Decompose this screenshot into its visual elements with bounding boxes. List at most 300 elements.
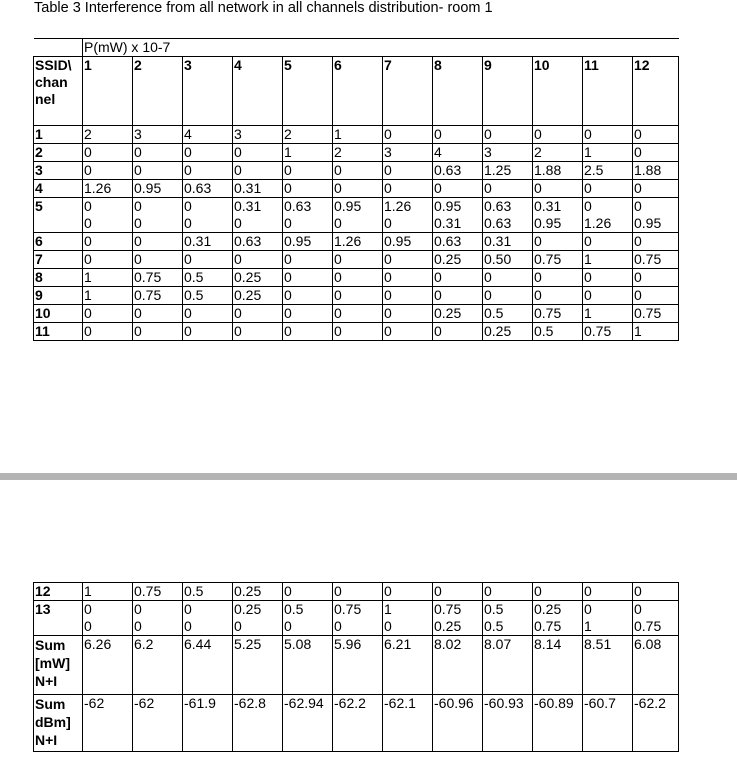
cell-value: 0.75 — [134, 269, 162, 285]
cell-value: -62.2 — [634, 695, 666, 711]
column-header-cell: 11 — [583, 57, 633, 126]
cell-value: 3 — [134, 126, 142, 142]
table-cell — [583, 695, 633, 752]
table-cell — [333, 269, 383, 287]
table-cell — [383, 305, 433, 323]
cell-value: 0 — [534, 269, 542, 285]
cell-value: 0 — [334, 583, 342, 599]
table-cell — [633, 287, 679, 305]
table-cell — [133, 601, 183, 636]
table-cell — [533, 287, 583, 305]
cell-value: 0 — [284, 269, 292, 285]
row-label: 13 — [34, 601, 83, 636]
power-unit-label: P(mW) x 10-7 — [83, 39, 679, 57]
table-cell — [583, 198, 633, 233]
table-cell — [433, 162, 483, 180]
row-label: 12 — [34, 583, 83, 601]
table-cell — [333, 695, 383, 752]
cell-value: 0.25 — [234, 269, 262, 285]
cell-value: 0 — [384, 583, 392, 599]
cell-value: 0 — [384, 287, 392, 303]
table-cell — [433, 251, 483, 269]
table-cell — [483, 601, 533, 636]
cell-value: 0.75 — [534, 305, 562, 321]
table-cell — [333, 323, 383, 341]
cell-value: 2 — [334, 144, 342, 160]
table-cell — [433, 636, 483, 695]
cell-value: 0.25 — [434, 305, 462, 321]
table-cell — [483, 636, 533, 695]
table-cell — [133, 287, 183, 305]
table-cell — [483, 583, 533, 601]
cell-value: 3 — [384, 144, 392, 160]
cell-value: 0.75 — [584, 323, 612, 339]
table-cell — [133, 269, 183, 287]
cell-value: 0.31 — [434, 215, 462, 231]
cell-value: 0 — [434, 126, 442, 142]
cell-value: 0 — [134, 198, 142, 214]
table-cell — [83, 305, 133, 323]
table-row — [34, 269, 679, 287]
table-cell — [383, 269, 433, 287]
table-cell — [533, 583, 583, 601]
table-cell — [633, 323, 679, 341]
cell-value: 0.75 — [134, 287, 162, 303]
table-cell — [633, 269, 679, 287]
cell-value: 0 — [84, 233, 92, 249]
table-cell — [383, 601, 433, 636]
cell-value: 0 — [484, 269, 492, 285]
table-cell — [183, 695, 233, 752]
table-cell — [583, 180, 633, 198]
column-header-cell: 12 — [633, 57, 679, 126]
table-cell — [233, 305, 283, 323]
table-cell — [283, 180, 333, 198]
table-cell — [83, 126, 133, 144]
table-cell — [133, 323, 183, 341]
cell-value: 0 — [484, 583, 492, 599]
cell-value: 1.25 — [484, 162, 512, 178]
table-cell — [633, 695, 679, 752]
cell-value: 0 — [184, 618, 192, 634]
table-cell — [533, 233, 583, 251]
table-cell — [183, 323, 233, 341]
cell-value: 0.95 — [284, 233, 312, 249]
cell-value: 0 — [384, 180, 392, 196]
cell-value: 2.5 — [584, 162, 604, 178]
table-cell — [333, 162, 383, 180]
cell-value: 1 — [584, 144, 592, 160]
cell-value: 6.08 — [634, 636, 662, 652]
table-cell — [283, 233, 333, 251]
cell-value: 0.75 — [534, 618, 562, 634]
table-cell — [633, 180, 679, 198]
table-row — [34, 144, 679, 162]
table-row — [34, 695, 679, 752]
cell-value: -62.1 — [384, 695, 416, 711]
table-cell — [633, 198, 679, 233]
table-cell — [483, 126, 533, 144]
cell-value: 0 — [434, 583, 442, 599]
table-cell — [333, 144, 383, 162]
table-cell — [283, 636, 333, 695]
cell-value: 0 — [84, 198, 92, 214]
table-cell — [433, 287, 483, 305]
cell-value: 0 — [584, 198, 592, 214]
table-cell — [383, 198, 433, 233]
column-header-cell: 1 — [83, 57, 133, 126]
cell-value: 0 — [434, 269, 442, 285]
table-cell — [183, 583, 233, 601]
cell-value: 0 — [234, 323, 242, 339]
table-cell — [83, 695, 133, 752]
table-cell — [183, 144, 233, 162]
cell-value: 0 — [534, 287, 542, 303]
table-cell — [183, 233, 233, 251]
table-row — [34, 601, 679, 636]
column-header-cell: 4 — [233, 57, 283, 126]
cell-value: 3 — [234, 126, 242, 142]
table-cell — [83, 323, 133, 341]
cell-value: 0 — [234, 215, 242, 231]
table-cell — [433, 233, 483, 251]
cell-value: 0.25 — [534, 601, 562, 617]
table-cell — [183, 601, 233, 636]
cell-value: 0 — [384, 126, 392, 142]
cell-value: 0 — [634, 233, 642, 249]
table-cell — [483, 287, 533, 305]
cell-value: 0.63 — [434, 233, 462, 249]
table-cell — [333, 601, 383, 636]
cell-value: 0 — [234, 618, 242, 634]
cell-value: 0 — [434, 287, 442, 303]
table-cell — [383, 251, 433, 269]
row-label: 8 — [34, 269, 83, 287]
cell-value: 0.63 — [234, 233, 262, 249]
table-cell — [433, 601, 483, 636]
cell-value: 0 — [334, 618, 342, 634]
table-cell — [133, 636, 183, 695]
cell-value: 0.25 — [484, 323, 512, 339]
cell-value: 0 — [634, 601, 642, 617]
table-cell — [133, 583, 183, 601]
power-unit-row — [34, 39, 679, 57]
cell-value: 0 — [184, 323, 192, 339]
cell-value: 0 — [284, 618, 292, 634]
table-cell — [583, 601, 633, 636]
table-cell — [183, 198, 233, 233]
cell-value: 0.25 — [434, 251, 462, 267]
cell-value: 0.25 — [234, 583, 262, 599]
empty-cell — [34, 39, 83, 57]
cell-value: 0 — [184, 198, 192, 214]
cell-value: 0.25 — [434, 618, 462, 634]
cell-value: 0.95 — [384, 233, 412, 249]
row-label: 3 — [34, 162, 83, 180]
cell-value: 0 — [184, 162, 192, 178]
cell-value: 5.96 — [334, 636, 362, 652]
cell-value: -62.2 — [334, 695, 366, 711]
table-row — [34, 583, 679, 601]
cell-value: 0 — [234, 162, 242, 178]
table-cell — [83, 180, 133, 198]
table-cell — [133, 695, 183, 752]
table-cell — [383, 323, 433, 341]
table-cell — [533, 180, 583, 198]
table-cell — [533, 269, 583, 287]
cell-value: 0.5 — [484, 618, 504, 634]
cell-value: 0 — [134, 618, 142, 634]
table-cell — [283, 198, 333, 233]
table-cell — [333, 583, 383, 601]
table-cell — [83, 233, 133, 251]
table-cell — [483, 251, 533, 269]
row-label: 5 — [34, 198, 83, 233]
table-cell — [233, 695, 283, 752]
cell-value: 0.63 — [434, 162, 462, 178]
table-cell — [383, 180, 433, 198]
cell-value: 0 — [334, 180, 342, 196]
table-cell — [233, 323, 283, 341]
cell-value: 0 — [84, 251, 92, 267]
cell-value: 0 — [184, 144, 192, 160]
cell-value: 0.63 — [284, 198, 312, 214]
cell-value: 0.25 — [234, 287, 262, 303]
table-cell — [633, 251, 679, 269]
cell-value: 0 — [384, 323, 392, 339]
table-cell — [183, 305, 233, 323]
cell-value: 1 — [284, 144, 292, 160]
cell-value: 0.5 — [184, 287, 204, 303]
cell-value: 0.95 — [334, 198, 362, 214]
cell-value: 4 — [184, 126, 192, 142]
column-header-cell: 5 — [283, 57, 333, 126]
cell-value: 0 — [134, 233, 142, 249]
table-caption: Table 3 Interference from all network in all channels distribution- room 1 — [34, 0, 493, 16]
table-cell — [533, 162, 583, 180]
cell-value: 8.07 — [484, 636, 512, 652]
cell-value: 0 — [234, 144, 242, 160]
cell-value: 0.63 — [184, 180, 212, 196]
cell-value: 2 — [284, 126, 292, 142]
table-cell — [633, 126, 679, 144]
cell-value: 1.26 — [584, 215, 612, 231]
cell-value: -62 — [134, 695, 155, 711]
table-cell — [283, 323, 333, 341]
cell-value: 0.31 — [234, 198, 262, 214]
column-header-cell: 8 — [433, 57, 483, 126]
interference-table-top — [33, 38, 679, 341]
cell-value: 0 — [284, 215, 292, 231]
cell-value: 0 — [534, 233, 542, 249]
cell-value: 0 — [534, 126, 542, 142]
table-cell — [333, 180, 383, 198]
column-header-cell: 7 — [383, 57, 433, 126]
cell-value: 0 — [234, 305, 242, 321]
cell-value: 2 — [84, 126, 92, 142]
table-row — [34, 305, 679, 323]
table-cell — [133, 305, 183, 323]
row-label: 9 — [34, 287, 83, 305]
table-cell — [433, 198, 483, 233]
cell-value: 1 — [334, 126, 342, 142]
table-cell — [583, 126, 633, 144]
table-cell — [283, 126, 333, 144]
cell-value: 0.5 — [484, 305, 504, 321]
table-cell — [183, 287, 233, 305]
table-cell — [183, 636, 233, 695]
table-cell — [83, 269, 133, 287]
cell-value: 5.08 — [284, 636, 312, 652]
cell-value: 0 — [184, 305, 192, 321]
table-cell — [133, 126, 183, 144]
cell-value: 0.31 — [234, 180, 262, 196]
cell-value: -60.7 — [584, 695, 616, 711]
table-cell — [483, 323, 533, 341]
cell-value: 0.95 — [534, 215, 562, 231]
cell-value: 1 — [584, 618, 592, 634]
table-cell — [233, 269, 283, 287]
cell-value: 5.25 — [234, 636, 262, 652]
cell-value: 0 — [384, 305, 392, 321]
cell-value: 0 — [584, 126, 592, 142]
cell-value: 0.5 — [184, 269, 204, 285]
table-cell — [583, 323, 633, 341]
column-header-cell: 3 — [183, 57, 233, 126]
cell-value: 0 — [384, 162, 392, 178]
cell-value: 6.44 — [184, 636, 212, 652]
table-cell — [83, 144, 133, 162]
table-cell — [633, 144, 679, 162]
table-row — [34, 287, 679, 305]
row-label: 7 — [34, 251, 83, 269]
table-cell — [483, 695, 533, 752]
cell-value: 0 — [134, 144, 142, 160]
cell-value: 0 — [84, 144, 92, 160]
cell-value: 0 — [634, 198, 642, 214]
cell-value: -61.9 — [184, 695, 216, 711]
cell-value: 0 — [134, 323, 142, 339]
cell-value: 0 — [334, 251, 342, 267]
cell-value: 0.31 — [184, 233, 212, 249]
cell-value: 0 — [484, 287, 492, 303]
table-cell — [633, 233, 679, 251]
table-cell — [233, 583, 283, 601]
table-cell — [633, 636, 679, 695]
table-cell — [433, 180, 483, 198]
column-header-cell: 6 — [333, 57, 383, 126]
cell-value: 0.50 — [484, 251, 512, 267]
cell-value: -60.96 — [434, 695, 474, 711]
table-cell — [383, 144, 433, 162]
table-cell — [183, 180, 233, 198]
table-cell — [133, 144, 183, 162]
cell-value: 0.5 — [534, 323, 554, 339]
table-cell — [583, 287, 633, 305]
table-cell — [533, 636, 583, 695]
table-cell — [283, 144, 333, 162]
cell-value: 1 — [384, 601, 392, 617]
cell-value: 0 — [584, 287, 592, 303]
row-label: 4 — [34, 180, 83, 198]
table-cell — [133, 251, 183, 269]
table-row — [34, 126, 679, 144]
cell-value: 0 — [84, 305, 92, 321]
cell-value: 1 — [584, 305, 592, 321]
row-label: 10 — [34, 305, 83, 323]
table-row — [34, 162, 679, 180]
cell-value: 0.75 — [434, 601, 462, 617]
table-cell — [133, 180, 183, 198]
cell-value: 1 — [84, 269, 92, 285]
cell-value: 1 — [84, 583, 92, 599]
table-cell — [483, 180, 533, 198]
cell-value: 0.31 — [534, 198, 562, 214]
table-cell — [583, 269, 633, 287]
cell-value: 0 — [84, 215, 92, 231]
table-row — [34, 198, 679, 233]
table-cell — [383, 126, 433, 144]
cell-value: 0.31 — [484, 233, 512, 249]
cell-value: 1.88 — [634, 162, 662, 178]
cell-value: 0 — [634, 583, 642, 599]
table-cell — [333, 233, 383, 251]
table-cell — [183, 269, 233, 287]
cell-value: 0.5 — [284, 601, 304, 617]
cell-value: 0 — [84, 162, 92, 178]
table-cell — [433, 269, 483, 287]
cell-value: 0 — [134, 215, 142, 231]
table-cell — [83, 583, 133, 601]
table-cell — [483, 305, 533, 323]
cell-value: 0 — [484, 126, 492, 142]
table-cell — [583, 233, 633, 251]
table-cell — [533, 144, 583, 162]
interference-table-bottom — [33, 582, 679, 752]
table-cell — [483, 233, 533, 251]
table-cell — [283, 287, 333, 305]
cell-value: -60.93 — [484, 695, 524, 711]
table-cell — [533, 601, 583, 636]
table-cell — [433, 583, 483, 601]
table-cell — [283, 251, 333, 269]
cell-value: 0.75 — [134, 583, 162, 599]
cell-value: 0 — [184, 215, 192, 231]
table-cell — [283, 162, 333, 180]
table-cell — [333, 287, 383, 305]
cell-value: 0 — [134, 162, 142, 178]
column-header-row — [34, 57, 679, 126]
table-cell — [533, 695, 583, 752]
cell-value: 0 — [134, 601, 142, 617]
cell-value: 0.75 — [634, 305, 662, 321]
cell-value: 1.88 — [534, 162, 562, 178]
cell-value: 0.75 — [334, 601, 362, 617]
cell-value: 0.5 — [184, 583, 204, 599]
table-cell — [633, 305, 679, 323]
table-cell — [83, 601, 133, 636]
table-cell — [483, 269, 533, 287]
cell-value: 0 — [184, 601, 192, 617]
row-label: Sum [mW] N+I — [34, 636, 83, 695]
table-cell — [583, 162, 633, 180]
cell-value: 0 — [584, 583, 592, 599]
table-cell — [233, 287, 283, 305]
table-cell — [383, 583, 433, 601]
cell-value: 0 — [384, 251, 392, 267]
table-row — [34, 233, 679, 251]
table-cell — [133, 198, 183, 233]
